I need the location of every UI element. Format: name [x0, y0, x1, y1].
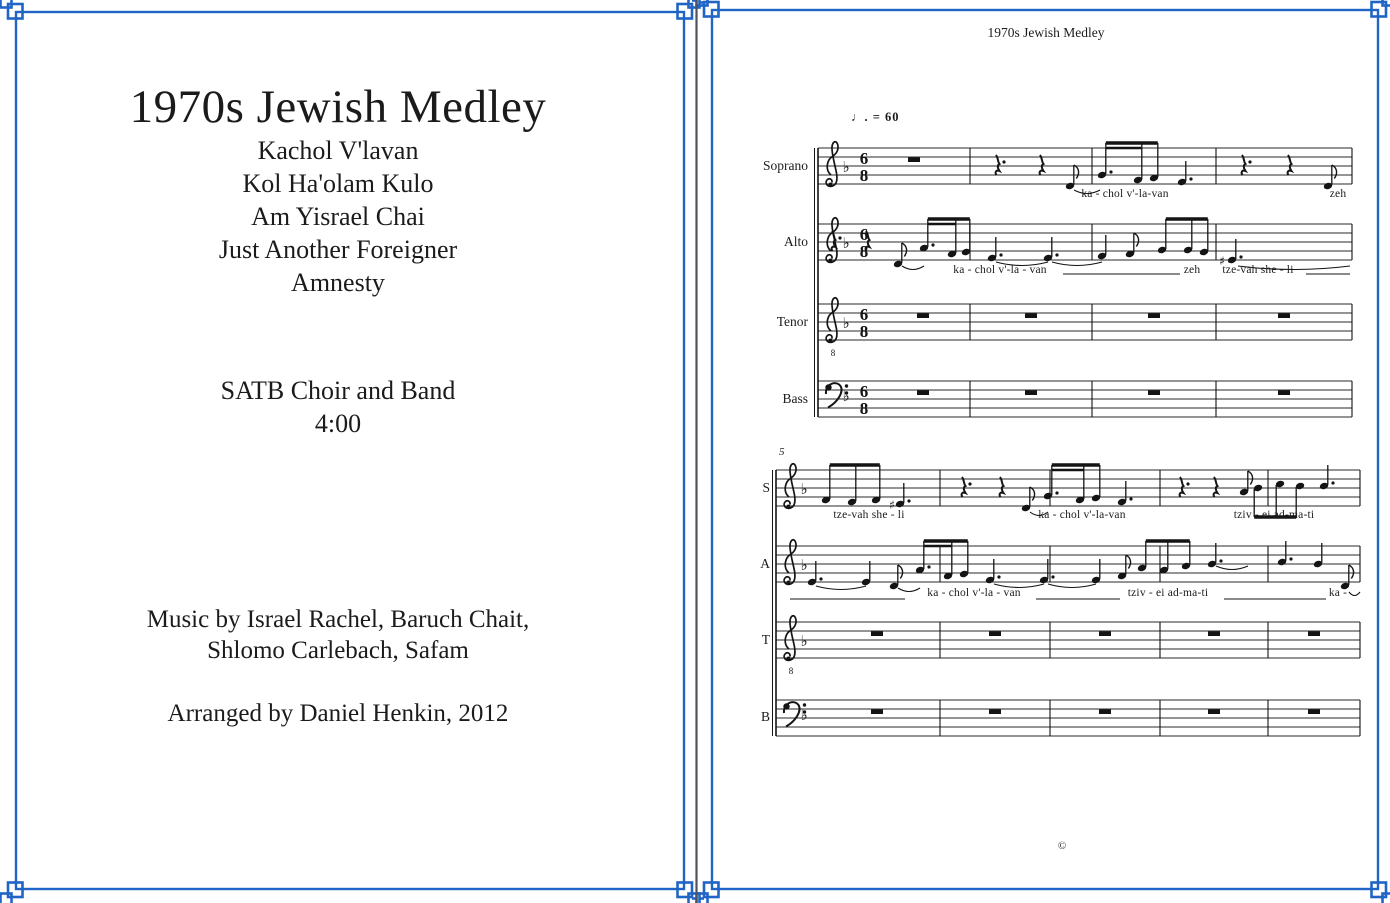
svg-text:♭: ♭ — [800, 632, 808, 650]
lyric-soprano: zeh — [1329, 188, 1347, 200]
staff-label-b: B — [760, 709, 770, 724]
song-title: Just Another Foreigner — [218, 235, 458, 264]
svg-text:8: 8 — [830, 348, 836, 358]
ensemble-label: SATB Choir and Band — [220, 376, 456, 405]
staff-label-t: T — [761, 632, 770, 647]
lyric-a: ka - chol v'-la - van — [927, 587, 1021, 599]
lyric-a: tziv - ei ad-ma-ti — [1127, 587, 1209, 599]
song-title: Am Yisrael Chai — [251, 202, 425, 231]
duration-label: 4:00 — [314, 409, 362, 438]
song-title: Kol Ha'olam Kulo — [242, 169, 434, 198]
svg-text:8: 8 — [788, 666, 794, 676]
lyric-s: tziv - ei ad-ma-ti — [1233, 509, 1315, 521]
lyric-soprano: ka - chol v'-la-van — [1081, 188, 1169, 200]
svg-text:♭: ♭ — [800, 556, 808, 574]
svg-text:♭: ♭ — [842, 314, 850, 332]
svg-text:♭: ♭ — [842, 234, 850, 252]
svg-text:♯: ♯ — [889, 498, 895, 512]
music-credit-line1: Music by Israel Rachel, Baruch Chait, — [146, 606, 530, 633]
tempo-marking: ♩. = 60 — [851, 110, 900, 124]
staff-label-tenor: Tenor — [776, 314, 808, 329]
page-title: 1970s Jewish Medley — [129, 81, 547, 133]
arranger-credit: Arranged by Daniel Henkin, 2012 — [167, 700, 509, 727]
title-block — [0, 80, 676, 299]
svg-text:♭: ♭ — [842, 387, 850, 405]
song-title: Kachol V'lavan — [257, 136, 419, 165]
svg-text:6: 6 — [859, 305, 869, 324]
staff-label-bass: Bass — [782, 391, 808, 406]
measure-number: 5 — [779, 446, 785, 458]
svg-text:8: 8 — [859, 399, 869, 418]
svg-text:6: 6 — [859, 149, 869, 168]
lyric-s: ka - chol v'-la-van — [1038, 509, 1126, 521]
credits-block — [0, 604, 676, 666]
staff-label-alto: Alto — [783, 234, 808, 249]
staff-label-a: A — [760, 556, 770, 571]
svg-text:8: 8 — [859, 322, 869, 341]
song-title: Amnesty — [291, 268, 385, 297]
staff-label-soprano: Soprano — [763, 158, 808, 173]
running-header: 1970s Jewish Medley — [987, 25, 1105, 40]
lyric-alto: tze-vah she - li — [1222, 264, 1294, 276]
svg-text:6: 6 — [859, 225, 869, 244]
staff-label-s: S — [762, 480, 770, 495]
svg-text:♭: ♭ — [842, 158, 850, 176]
lyric-s: tze-vah she - li — [833, 509, 905, 521]
svg-text:8: 8 — [859, 166, 869, 185]
svg-text:8: 8 — [859, 242, 869, 261]
lyric-alto: ka - chol v'-la - van — [953, 264, 1047, 276]
ensemble-block — [0, 374, 676, 440]
svg-text:♭: ♭ — [800, 480, 808, 498]
lyric-a: ka - — [1328, 587, 1348, 599]
svg-text:6: 6 — [859, 382, 869, 401]
music-credit-line2: Shlomo Carlebach, Safam — [207, 637, 469, 664]
copyright-mark: © — [1057, 840, 1067, 852]
svg-text:♯: ♯ — [1219, 254, 1225, 268]
lyric-alto: zeh — [1183, 264, 1201, 276]
svg-text:♭: ♭ — [800, 706, 808, 724]
